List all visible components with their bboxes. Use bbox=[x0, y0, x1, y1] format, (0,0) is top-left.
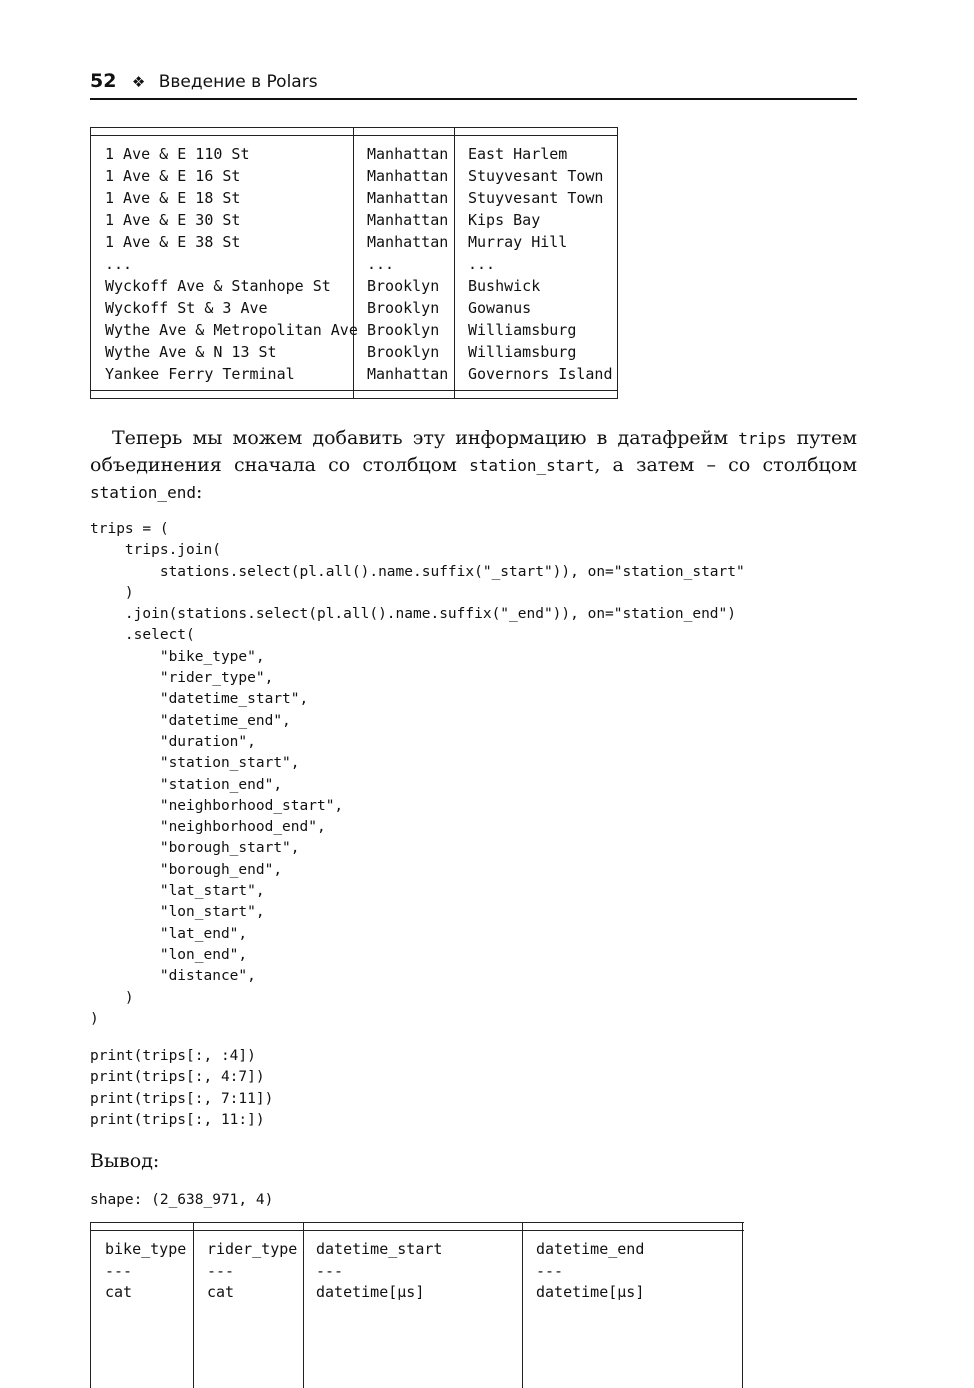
table-cell: ... bbox=[367, 255, 395, 273]
table-cell: Governors Island bbox=[468, 365, 613, 383]
table-row bbox=[90, 321, 618, 343]
table-cell: Manhattan bbox=[367, 233, 449, 251]
table-top-divider bbox=[90, 1230, 744, 1231]
table-cell: --- bbox=[105, 1261, 133, 1280]
table-cell: Stuyvesant Town bbox=[468, 189, 604, 207]
inline-code: station_end bbox=[90, 483, 196, 502]
table-cell: --- bbox=[316, 1261, 344, 1280]
code-line: print(trips[:, :4]) bbox=[90, 1048, 256, 1064]
stations-table bbox=[90, 127, 618, 399]
code-line: "borough_end", bbox=[90, 861, 283, 878]
code-line: trips = ( bbox=[90, 521, 169, 537]
code-line: .select( bbox=[90, 627, 195, 644]
table-cell: East Harlem bbox=[468, 145, 568, 163]
code-line: "neighborhood_end", bbox=[90, 819, 326, 836]
code-line: "distance", bbox=[90, 968, 256, 985]
table-cell: cat bbox=[105, 1283, 133, 1301]
table-cell: rider_type bbox=[207, 1240, 298, 1258]
table-cell: Manhattan bbox=[367, 211, 449, 229]
table-cell: Manhattan bbox=[367, 167, 449, 185]
table-cell: Wythe Ave & N 13 St bbox=[105, 343, 277, 361]
code-line: "bike_type", bbox=[90, 648, 265, 665]
code-line: "duration", bbox=[90, 733, 256, 750]
code-line: ) bbox=[90, 1010, 99, 1027]
table-cell: Williamsburg bbox=[468, 343, 577, 361]
table-cell: bike_type bbox=[105, 1240, 187, 1258]
code-line: print(trips[:, 11:]) bbox=[90, 1111, 265, 1128]
body-paragraph bbox=[90, 425, 857, 506]
paragraph-text: : bbox=[195, 481, 203, 503]
table-cell: datetime[μs] bbox=[316, 1283, 425, 1301]
table-top-divider bbox=[90, 135, 618, 136]
table-row bbox=[90, 255, 618, 277]
table-cell: --- bbox=[207, 1261, 235, 1280]
table-cell: ... bbox=[105, 255, 133, 273]
output-label: Вывод: bbox=[90, 1150, 160, 1172]
table-cell: 1 Ave & E 18 St bbox=[105, 189, 241, 207]
table-cell: Wythe Ave & Metropolitan Ave bbox=[105, 321, 358, 339]
code-line: "lat_start", bbox=[90, 883, 265, 900]
code-line: .join(stations.select(pl.all().name.suffix("_end")), on="station_end") bbox=[90, 606, 737, 623]
table-cell: Wyckoff Ave & Stanhope St bbox=[105, 277, 331, 295]
code-line: print(trips[:, 7:11]) bbox=[90, 1090, 274, 1107]
table-cell: cat bbox=[207, 1283, 235, 1301]
code-line: "datetime_end", bbox=[90, 712, 291, 729]
table-cell: Manhattan bbox=[367, 365, 449, 383]
table-cell: Brooklyn bbox=[367, 299, 440, 317]
inline-code: station_start bbox=[469, 456, 595, 475]
table-cell: Bushwick bbox=[468, 277, 541, 295]
table-row bbox=[90, 167, 618, 189]
table-row bbox=[90, 189, 618, 211]
table-cell: Brooklyn bbox=[367, 321, 440, 339]
code-line: "station_end", bbox=[90, 776, 283, 793]
code-block bbox=[90, 519, 745, 1030]
code-line: stations.select(pl.all().name.suffix("_start")), on="station_start" bbox=[90, 563, 745, 580]
paragraph-text: , а затем – со столбцом bbox=[594, 454, 857, 476]
code-line: print(trips[:, 4:7]) bbox=[90, 1069, 265, 1086]
table-cell: Brooklyn bbox=[367, 343, 440, 361]
code-line: trips.join( bbox=[90, 542, 221, 559]
table-cell: Gowanus bbox=[468, 299, 532, 317]
table-row bbox=[90, 343, 618, 365]
table-row bbox=[90, 365, 618, 387]
table-cell: 1 Ave & E 110 St bbox=[105, 145, 250, 163]
table-row bbox=[90, 299, 618, 321]
chapter-title: Введение в Polars bbox=[158, 72, 318, 92]
code-line: "borough_start", bbox=[90, 840, 300, 857]
table-top-border bbox=[90, 1222, 744, 1223]
table-bottom-divider bbox=[90, 390, 618, 391]
table-row bbox=[90, 211, 618, 233]
table-cell: Brooklyn bbox=[367, 277, 440, 295]
table-cell: Murray Hill bbox=[468, 233, 568, 251]
table-cell: Kips Bay bbox=[468, 211, 541, 229]
code-line: "lon_start", bbox=[90, 904, 265, 921]
page-number: 52 bbox=[90, 70, 117, 92]
table-row bbox=[90, 1240, 744, 1262]
table-row bbox=[90, 233, 618, 255]
table-cell: 1 Ave & E 30 St bbox=[105, 211, 241, 229]
table-cell: 1 Ave & E 16 St bbox=[105, 167, 241, 185]
table-cell: Stuyvesant Town bbox=[468, 167, 604, 185]
table-cell: Manhattan bbox=[367, 189, 449, 207]
code-line: "datetime_start", bbox=[90, 691, 309, 708]
table-cell: Wyckoff St & 3 Ave bbox=[105, 299, 268, 317]
table-cell: datetime[μs] bbox=[536, 1283, 645, 1301]
table-cell: Manhattan bbox=[367, 145, 449, 163]
ornament-icon: ❖ bbox=[131, 73, 146, 91]
code-line: "lat_end", bbox=[90, 925, 248, 942]
running-header bbox=[90, 70, 857, 100]
paragraph-text: путем объединения сначала со столбцом bbox=[90, 427, 857, 476]
output-table bbox=[90, 1222, 744, 1388]
table-row bbox=[90, 145, 618, 167]
table-cell: --- bbox=[536, 1261, 564, 1280]
table-row bbox=[90, 1262, 744, 1284]
table-row bbox=[90, 277, 618, 299]
paragraph-text: Теперь мы можем добавить эту информацию в датафрейм bbox=[112, 427, 739, 449]
code-line: "rider_type", bbox=[90, 670, 274, 687]
print-code-block bbox=[90, 1046, 273, 1131]
shape-line: shape: (2_638_971, 4) bbox=[90, 1192, 274, 1208]
table-cell: Yankee Ferry Terminal bbox=[105, 365, 295, 383]
table-row bbox=[90, 1283, 744, 1305]
code-line: ) bbox=[90, 989, 134, 1006]
inline-code: trips bbox=[738, 429, 787, 448]
table-cell: datetime_end bbox=[536, 1240, 645, 1258]
table-cell: datetime_start bbox=[316, 1240, 443, 1258]
table-cell: Williamsburg bbox=[468, 321, 577, 339]
code-line: "lon_end", bbox=[90, 946, 248, 963]
code-line: ) bbox=[90, 584, 134, 601]
table-cell: ... bbox=[468, 255, 496, 273]
table-cell: 1 Ave & E 38 St bbox=[105, 233, 241, 251]
code-line: "neighborhood_start", bbox=[90, 797, 344, 814]
code-line: "station_start", bbox=[90, 755, 300, 772]
